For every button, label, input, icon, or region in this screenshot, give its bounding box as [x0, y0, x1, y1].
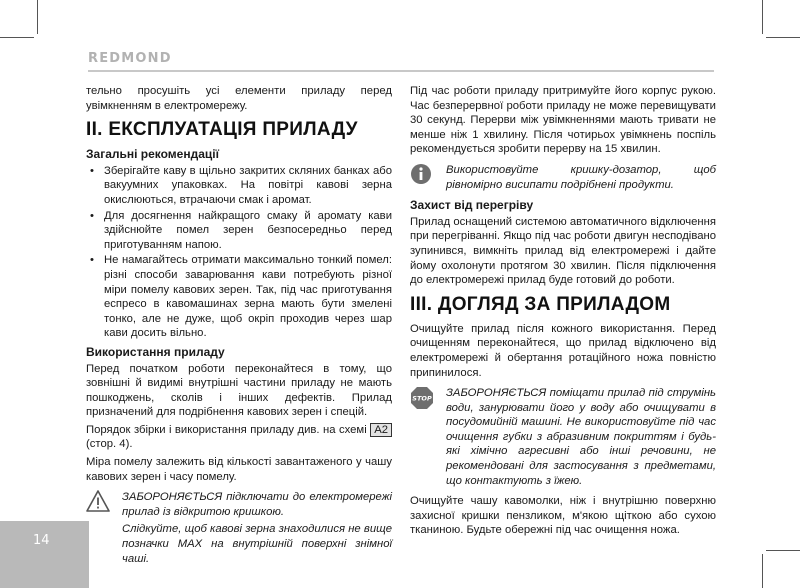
crop-mark	[762, 0, 763, 34]
crop-mark	[762, 554, 763, 588]
usage-heading: Використання приладу	[86, 344, 225, 359]
stop-note-text: ЗАБОРОНЯЄТЬСЯ поміщати прилад під струмінь води, занурювати його у воду або очищувати в посудомийній машині. Не використовуйте під час очищення губки з абразивним покриттям і будь-які хімічно агресивні або інші речовини, не рекомендовані для застосування з предметами, що контактують з їжею.	[446, 387, 716, 487]
warning-note	[86, 490, 392, 566]
assembly-reference-text: Порядок збірки і використання приладу див. на схемі	[86, 423, 367, 436]
list-item: • Для досягнення найкращого смаку й аромату кави здійснюйте помел зерен безпосередньо перед приготуванням напою.	[86, 209, 392, 253]
general-recommendations-list	[86, 164, 392, 341]
page-number: 14	[33, 533, 50, 548]
crop-mark	[766, 37, 800, 38]
overheat-paragraph: Прилад оснащений системою автоматичного відключення при перегріванні. Якщо під час роботи двигун несподівано зупинився, вимкніть прилад від електромережі і дайте йому охолонути протягом 30 хвилин. Після підключення до електромережі прилад буде готовий до роботи.	[410, 215, 716, 287]
page-number-block	[0, 521, 89, 588]
header-divider	[88, 70, 714, 72]
section-title-operation: II. ЕКСПЛУАТАЦІЯ ПРИЛАДУ	[86, 119, 358, 141]
info-icon	[410, 163, 432, 190]
warning-triangle-icon	[86, 490, 110, 517]
assembly-reference	[86, 423, 392, 452]
stop-icon	[410, 386, 434, 415]
usage-paragraph: Перед початком роботи переконайтеся в тому, що зовнішні й видимі внутрішні частини приладу не мають пошкоджень, сколів і інших дефектів. Прилад призначений для подрібнення кавових зерен і спецій.	[86, 362, 392, 419]
warning-text: ЗАБОРОНЯЄТЬСЯ підключати до електромережі прилад із відкритою кришкою.	[122, 491, 392, 518]
grind-degree-paragraph: Міра помелу залежить від кількості завантаженого у чашу кавових зерен і часу помелу.	[86, 456, 392, 483]
schema-badge: A2	[370, 423, 392, 437]
stop-note	[410, 386, 716, 488]
info-note	[410, 163, 716, 192]
care-paragraph: Очищуйте прилад після кожного використання. Перед очищенням переконайтеся, що прилад відключено від електромережі й обертання ротаційного ножа повністю припинилося.	[410, 322, 716, 379]
brand-logo: REDMOND	[88, 51, 172, 66]
stop-label: STOP	[412, 394, 432, 403]
page-reference: (стор. 4).	[86, 438, 133, 451]
right-column	[410, 84, 716, 541]
info-note-text: Використовуйте кришку-дозатор, щоб рівномірно висипати подрібнені продукти.	[446, 163, 716, 191]
operation-time-paragraph: Під час роботи приладу притримуйте його корпус рукою. Час безперервної роботи приладу не може перевищувати 30 секунд. Перерви між увімкненнями мають тривати не менше ніж 1 хвилину. Після чотирьох увімкнень поспіль рекомендується зробити перерву на 15 хвилин.	[410, 85, 716, 156]
list-item: • Не намагайтесь отримати максимально тонкий помел: різні способи заварювання кави потребують різної міри помелу кавових зерен. Так, під час приготування еспресо в кавомашинах зерна мають бути змелені тонко, але не дуже, щоб окріп проходив через шар кави досить вільно.	[86, 253, 392, 341]
crop-mark	[766, 550, 800, 551]
intro-text: тельно просушіть усі елементи приладу перед увімкненням в електромережу.	[86, 85, 392, 112]
crop-mark	[37, 0, 38, 34]
overheat-heading: Захист від перегріву	[410, 198, 534, 213]
cleaning-paragraph: Очищуйте чашу кавомолки, ніж і внутрішню поверхню захисної кришки пензликом, м'якою щіткою або сухою тканиною. Будьте обережні під час очищення ножа.	[410, 495, 716, 537]
warning-text-max: Слідкуйте, щоб кавові зерна знаходилися не вище позначки MAX на внутрішній поверхні знімної чаші.	[122, 523, 392, 565]
section-title-care: III. ДОГЛЯД ЗА ПРИЛАДОМ	[410, 293, 671, 315]
left-column	[86, 84, 392, 572]
list-item: • Зберігайте каву в щільно закритих скляних банках або вакуумних упаковках. На повітрі кавові зерна окислюються, втрачаючи смак і аромат.	[86, 164, 392, 208]
crop-mark	[0, 37, 34, 38]
general-recommendations-heading: Загальні рекомендації	[86, 147, 219, 162]
